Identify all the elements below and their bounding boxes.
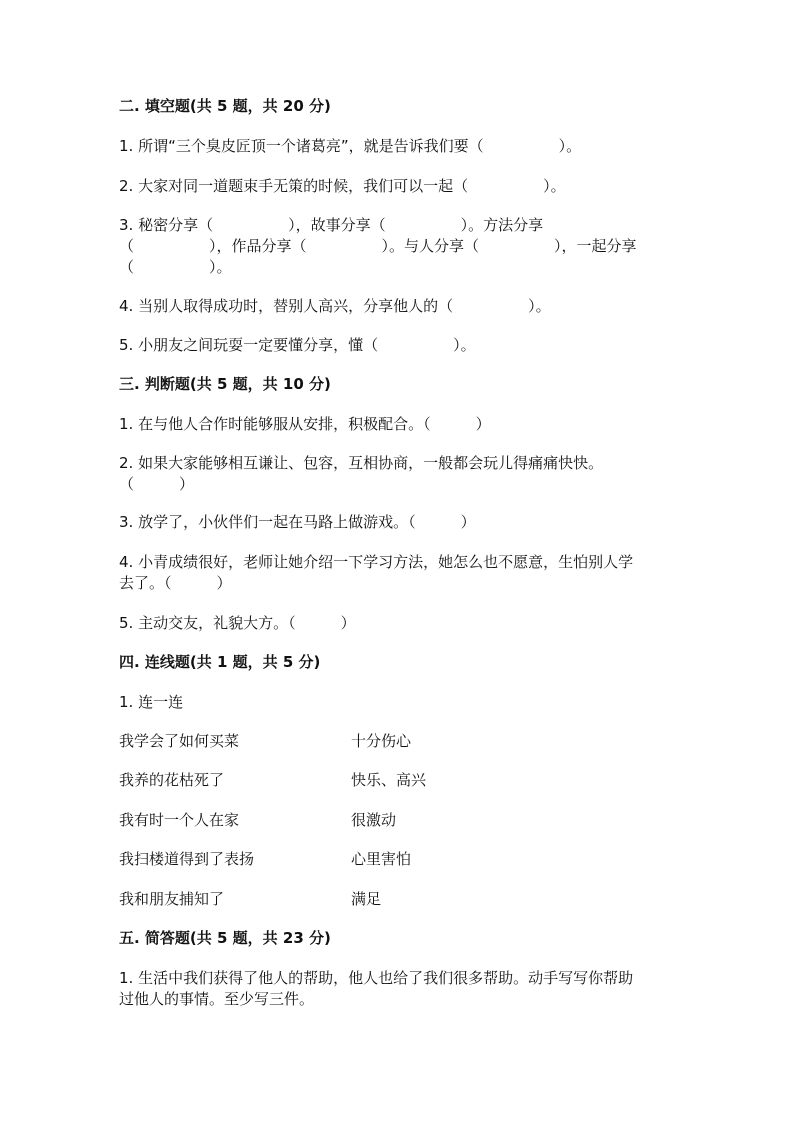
- question-3-5: 5. 主动交友，礼貌大方。（ ）: [119, 614, 356, 632]
- question-3-4-line-1: 4. 小青成绩很好，老师让她介绍一下学习方法，她怎么也不愿意，生怕别人学: [119, 553, 634, 571]
- matching-left-item: 我养的花枯死了: [119, 771, 225, 789]
- question-3-2-line-2: （ ）: [119, 475, 195, 493]
- matching-right-item: 满足: [351, 890, 382, 908]
- question-2-3-line-2: （ ），作品分享（ ）。与人分享（ ），一起分享: [119, 237, 637, 255]
- section-heading-true-false: 三. 判断题(共 5 题，共 10 分): [119, 375, 331, 393]
- matching-right-item: 十分伤心: [351, 732, 412, 750]
- question-2-3-line-3: （ ）。: [119, 258, 232, 276]
- question-4-1: 1. 连一连: [119, 693, 184, 711]
- question-2-1: 1. 所谓“三个臭皮匠顶一个诸葛亮”，就是告诉我们要（ ）。: [119, 137, 582, 155]
- question-5-1-line-2: 过他人的事情。至少写三件。: [119, 990, 315, 1008]
- question-2-3-line-1: 3. 秘密分享（ ），故事分享（ ）。方法分享: [119, 216, 544, 234]
- matching-right-item: 快乐、高兴: [351, 771, 427, 789]
- matching-left-item: 我和朋友捕知了: [119, 890, 225, 908]
- section-heading-matching: 四. 连线题(共 1 题，共 5 分): [119, 653, 321, 671]
- section-heading-fill-in: 二. 填空题(共 5 题，共 20 分): [119, 97, 331, 115]
- question-2-4: 4. 当别人取得成功时，替别人高兴，分享他人的（ ）。: [119, 297, 551, 315]
- matching-left-item: 我学会了如何买菜: [119, 732, 240, 750]
- question-3-4-line-2: 去了。（ ）: [119, 574, 232, 592]
- matching-left-item: 我有时一个人在家: [119, 811, 240, 829]
- question-3-1: 1. 在与他人合作时能够服从安排，积极配合。（ ）: [119, 415, 491, 433]
- question-3-3: 3. 放学了，小伙伴们一起在马路上做游戏。（ ）: [119, 513, 476, 531]
- question-2-5: 5. 小朋友之间玩耍一定要懂分享，懂（ ）。: [119, 336, 476, 354]
- question-5-1-line-1: 1. 生活中我们获得了他人的帮助，他人也给了我们很多帮助。动手写写你帮助: [119, 969, 634, 987]
- matching-left-item: 我扫楼道得到了表扬: [119, 850, 255, 868]
- question-2-2: 2. 大家对同一道题束手无策的时候，我们可以一起（ ）。: [119, 177, 566, 195]
- question-3-2-line-1: 2. 如果大家能够相互谦让、包容，互相协商，一般都会玩儿得痛痛快快。: [119, 454, 604, 472]
- section-heading-short-answer: 五. 简答题(共 5 题，共 23 分): [119, 929, 331, 947]
- matching-right-item: 很激动: [351, 811, 397, 829]
- matching-right-item: 心里害怕: [351, 850, 412, 868]
